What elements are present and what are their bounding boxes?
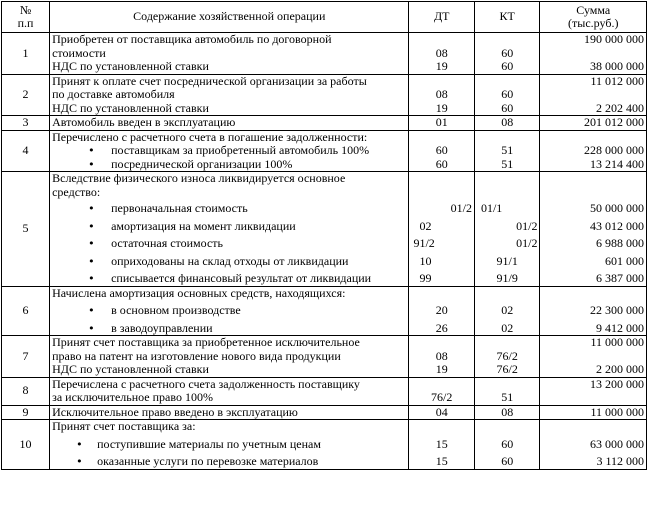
- operation-cell: Принят счет поставщика за приобретенное исключительное право на патент на изготовление нового вида продукции НДС по установленной ставки: [50, 336, 409, 378]
- amount-cell: 228 000 000 13 214 400: [540, 130, 647, 172]
- debit-cell: 15 15: [409, 420, 475, 470]
- operation-cell: Приобретен от поставщика автомобиль по договорной стоимости НДС по установленной ставки: [50, 33, 409, 75]
- list-item: • оказанные услуги по перевозке материалов: [52, 455, 406, 469]
- table-row: [2, 172, 647, 287]
- credit-cell: 02 02: [474, 286, 540, 336]
- credit-cell: 08: [474, 405, 540, 420]
- list-item: • первоначальная стоимость: [52, 202, 406, 216]
- debit-cell: 76/2: [409, 377, 475, 405]
- credit-cell: 01/1 01/2 01/2 91/1 91/9: [474, 172, 540, 287]
- table-row: [2, 286, 647, 336]
- operation-cell: Исключительное право введено в эксплуатацию: [50, 405, 409, 420]
- row-number: 1: [2, 33, 50, 75]
- amount-cell: 63 000 000 3 112 000: [540, 420, 647, 470]
- row-number: 10: [2, 420, 50, 470]
- list-item: • списывается финансовый результат от ликвидации: [52, 272, 406, 286]
- row-number: 6: [2, 286, 50, 336]
- operation-cell: Принят счет поставщика за: • поступившие материалы по учетным ценам • оказанные услуги по перевозке материалов: [50, 420, 409, 470]
- list-item: • амортизация на момент ликвидации: [52, 220, 406, 234]
- debit-cell: 08 19: [409, 74, 475, 116]
- debit-cell: 60 60: [409, 130, 475, 172]
- debit-cell: 01: [409, 116, 475, 131]
- list-item: • посреднической организации 100%: [52, 158, 406, 172]
- list-item: • поступившие материалы по учетным ценам: [52, 438, 406, 452]
- debit-cell: 08 19: [409, 336, 475, 378]
- row-number: 4: [2, 130, 50, 172]
- row-number: 9: [2, 405, 50, 420]
- row-number: 5: [2, 172, 50, 287]
- row-number: 3: [2, 116, 50, 131]
- header-content: Содержание хозяйственной операции: [50, 2, 409, 33]
- operation-cell: Перечислено с расчетного счета в погашение задолженности: • поставщикам за приобретенный автомобиль 100% • посреднической организации 100%: [50, 130, 409, 172]
- row-number: 8: [2, 377, 50, 405]
- table-row: [2, 116, 647, 131]
- operation-cell: Принят к оплате счет посреднической организации за работы по доставке автомобиля НДС по установленной ставки: [50, 74, 409, 116]
- header-kt: КТ: [474, 2, 540, 33]
- credit-cell: 51: [474, 377, 540, 405]
- table-row: [2, 130, 647, 172]
- list-item: • в заводоуправлении: [52, 322, 406, 336]
- table-row: [2, 33, 647, 75]
- credit-cell: 60 60: [474, 74, 540, 116]
- row-number: 7: [2, 336, 50, 378]
- debit-cell: 01/2 02 91/2 10 99: [409, 172, 475, 287]
- credit-cell: 76/2 76/2: [474, 336, 540, 378]
- debit-cell: 20 26: [409, 286, 475, 336]
- amount-cell: 11 000 000 2 200 000: [540, 336, 647, 378]
- operation-cell: Автомобиль введен в эксплуатацию: [50, 116, 409, 131]
- row-number: 2: [2, 74, 50, 116]
- amount-cell: 190 000 000 38 000 000: [540, 33, 647, 75]
- amount-cell: 11 000 000: [540, 405, 647, 420]
- credit-cell: 08: [474, 116, 540, 131]
- amount-cell: 201 012 000: [540, 116, 647, 131]
- debit-cell: 04: [409, 405, 475, 420]
- credit-cell: 51 51: [474, 130, 540, 172]
- table-row: [2, 336, 647, 378]
- amount-cell: 22 300 000 9 412 000: [540, 286, 647, 336]
- operation-cell: Перечислена с расчетного счета задолженность поставщику за исключительное право 100%: [50, 377, 409, 405]
- operation-cell: Вследствие физического износа ликвидируется основное средство: • первоначальная стоимость • амортизация на момент ликвидации • остаточная стоимость • оприходованы на склад отходы от ликвидации • списывается финансовый результат от ликвидации: [50, 172, 409, 287]
- table-row: [2, 377, 647, 405]
- header-sum: Сумма (тыс.руб.): [540, 2, 647, 33]
- header-no: № п.п: [2, 2, 50, 33]
- table-row: [2, 74, 647, 116]
- list-item: • остаточная стоимость: [52, 237, 406, 251]
- operation-cell: Начислена амортизация основных средств, находящихся: • в основном производстве • в заводоуправлении: [50, 286, 409, 336]
- amount-cell: 50 000 000 43 012 000 6 988 000 601 000 6 387 000: [540, 172, 647, 287]
- list-item: • поставщикам за приобретенный автомобиль 100%: [52, 144, 406, 158]
- list-item: • оприходованы на склад отходы от ликвидации: [52, 255, 406, 269]
- table-row: [2, 405, 647, 420]
- credit-cell: 60 60: [474, 420, 540, 470]
- table-header-row: [2, 2, 647, 33]
- credit-cell: 60 60: [474, 33, 540, 75]
- debit-cell: 08 19: [409, 33, 475, 75]
- header-dt: ДТ: [409, 2, 475, 33]
- journal-table: [1, 1, 647, 470]
- list-item: • в основном производстве: [52, 304, 406, 318]
- amount-cell: 11 012 000 2 202 400: [540, 74, 647, 116]
- table-row: [2, 420, 647, 470]
- amount-cell: 13 200 000: [540, 377, 647, 405]
